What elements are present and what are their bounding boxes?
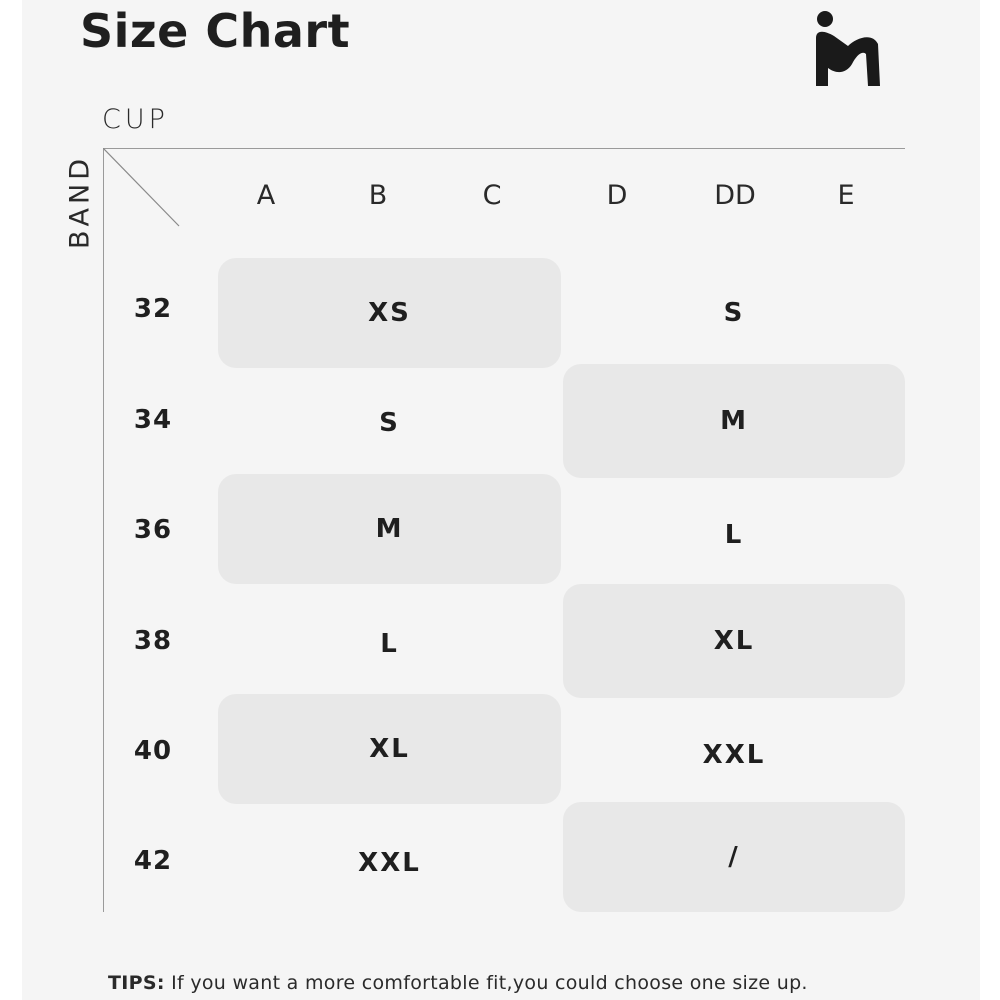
brand-logo-icon <box>812 8 882 86</box>
top-divider-line <box>103 148 905 149</box>
band-row-42: 42 <box>133 846 173 876</box>
size-cell-ddde-32: S <box>723 298 745 328</box>
size-cell-abc-32: XS <box>218 258 561 368</box>
size-cell-ddde-36: L <box>724 520 744 550</box>
band-row-36: 36 <box>133 515 173 545</box>
cup-header-d: D <box>606 180 628 211</box>
cup-header-dd: DD <box>714 180 756 211</box>
corner-diagonal-line <box>103 148 183 230</box>
cup-axis-label: CUP <box>102 104 169 135</box>
band-row-34: 34 <box>133 405 173 435</box>
band-row-38: 38 <box>133 626 173 656</box>
tips-text: If you want a more comfortable fit,you could choose one size up. <box>164 972 808 994</box>
band-axis-label: BAND <box>64 155 96 249</box>
cup-header-a: A <box>256 180 276 211</box>
size-cell-abc-34: S <box>379 408 400 438</box>
cup-header-e: E <box>837 180 855 211</box>
size-cell-ddde-42-unavailable: / <box>563 802 905 912</box>
size-cell-abc-40: XL <box>218 694 561 804</box>
left-divider-line <box>103 148 104 912</box>
size-cell-abc-38: L <box>380 629 399 659</box>
size-cell-abc-36: M <box>218 474 561 584</box>
size-cell-abc-42: XXL <box>358 848 421 878</box>
cup-header-c: C <box>482 180 502 211</box>
tips-label: TIPS: <box>108 972 165 994</box>
page-title: Size Chart <box>80 4 351 58</box>
fit-tips <box>108 972 808 994</box>
band-row-40: 40 <box>133 736 173 766</box>
cup-header-b: B <box>368 180 388 211</box>
band-row-32: 32 <box>133 294 173 324</box>
size-cell-ddde-40: XXL <box>702 740 766 770</box>
size-cell-ddde-38: XL <box>563 584 905 698</box>
size-cell-ddde-34: M <box>563 364 905 478</box>
